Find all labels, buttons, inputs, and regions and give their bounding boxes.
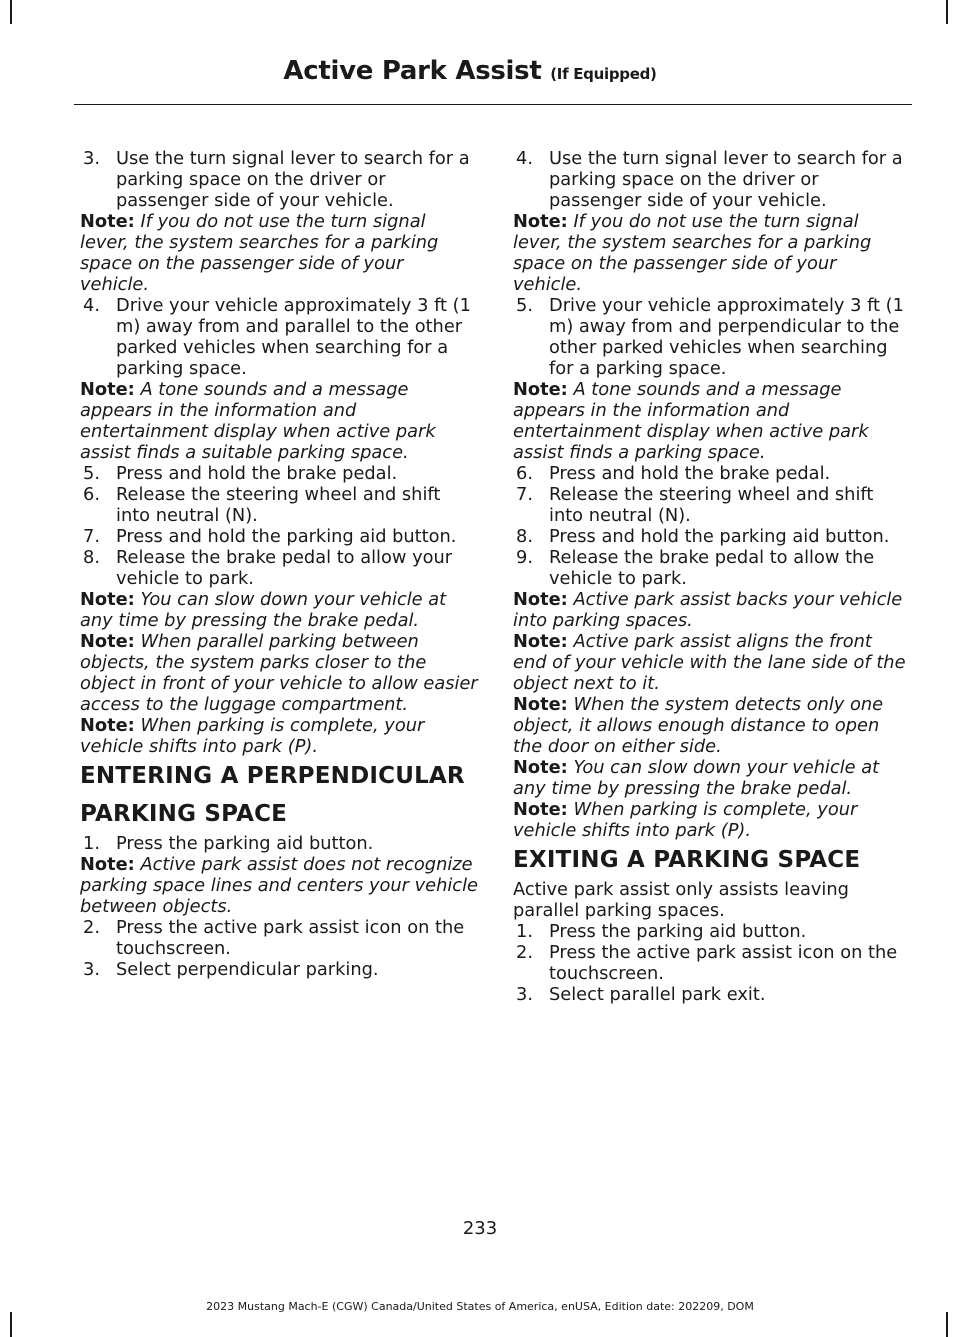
note [80,379,478,463]
step-text: Press the active park assist icon on the touchscreen. [116,917,465,959]
note-label: Note: [513,757,568,778]
note-text: You can slow down your vehicle at any time by pressing the brake pedal. [80,589,447,631]
step-text: Use the turn signal lever to search for a parking space on the driver or passenger side of your vehicle. [116,148,470,211]
crop-mark [10,1312,12,1337]
note-text: When parking is complete, your vehicle shifts into park (P). [513,799,858,841]
footer-text: 2023 Mustang Mach-E (CGW) Canada/United States of America, enUSA, Edition date: 202209, DOM [206,1300,754,1313]
step-text: Select perpendicular parking. [116,959,379,980]
page-number: 233 [462,1218,498,1239]
step-text: Release the brake pedal to allow the vehicle to park. [549,547,875,589]
note-text: Active park assist does not recognize parking space lines and centers your vehicle between objects. [80,854,478,917]
note-label: Note: [80,589,135,610]
header-divider [74,104,912,105]
note [513,211,911,295]
step-text: Press and hold the parking aid button. [116,526,457,547]
list-item [80,959,478,980]
list-item [513,547,911,589]
step-text: Drive your vehicle approximately 3 ft (1 m) away from and parallel to the other parked vehicles when searching for a parking space. [116,295,471,379]
note-text: You can slow down your vehicle at any time by pressing the brake pedal. [513,757,880,799]
list-item [80,295,478,379]
note-text: A tone sounds and a message appears in the information and entertainment display when active park assist finds a suitable parking space. [80,379,436,463]
note-label: Note: [513,694,568,715]
right-column [513,148,911,1005]
step-number: 3. [516,984,533,1005]
step-number: 8. [516,526,533,547]
list-item [513,484,911,526]
note-label: Note: [80,715,135,736]
left-column [80,148,478,980]
list-item [80,148,478,211]
list-item [513,463,911,484]
note-label: Note: [513,379,568,400]
list-item [80,484,478,526]
step-number: 2. [516,942,533,963]
step-text: Release the steering wheel and shift into neutral (N). [116,484,441,526]
list-item [80,833,478,854]
list-item [513,295,911,379]
note [513,379,911,463]
note [513,694,911,757]
section-heading: ENTERING A PERPENDICULAR PARKING SPACE [80,763,465,827]
list-item [513,984,911,1005]
step-text: Release the brake pedal to allow your vehicle to park. [116,547,453,589]
step-text: Release the steering wheel and shift into neutral (N). [549,484,874,526]
note-label: Note: [513,799,568,820]
step-number: 3. [83,959,100,980]
step-text: Press the parking aid button. [116,833,374,854]
step-number: 1. [83,833,100,854]
step-number: 5. [516,295,533,316]
step-number: 4. [83,295,100,316]
note-label: Note: [513,631,568,652]
step-text: Select parallel park exit. [549,984,766,1005]
note-label: Note: [80,211,135,232]
note [80,589,478,631]
note [513,757,911,799]
step-number: 9. [516,547,533,568]
step-text: Press and hold the parking aid button. [549,526,890,547]
step-text: Use the turn signal lever to search for a parking space on the driver or passenger side of your vehicle. [549,148,903,211]
note-label: Note: [80,854,135,875]
note-label: Note: [80,631,135,652]
section-heading: EXITING A PARKING SPACE [513,847,861,873]
step-text: Drive your vehicle approximately 3 ft (1 m) away from and perpendicular to the other parked vehicles when searching for a parking space. [549,295,904,379]
list-item [513,526,911,547]
note [513,589,911,631]
note [80,715,478,757]
list-item [513,942,911,984]
step-number: 5. [83,463,100,484]
crop-mark [10,0,12,24]
step-number: 1. [516,921,533,942]
step-number: 7. [516,484,533,505]
step-number: 4. [516,148,533,169]
note-label: Note: [80,379,135,400]
note-text: When the system detects only one object, it allows enough distance to open the door on either side. [513,694,884,757]
note [80,211,478,295]
header-suffix: (If Equipped) [550,65,657,83]
list-item [80,463,478,484]
step-text: Press the parking aid button. [549,921,807,942]
note-text: Active park assist aligns the front end of your vehicle with the lane side of the object next to it. [513,631,906,694]
note-text: Active park assist backs your vehicle into parking spaces. [513,589,903,631]
note-label: Note: [513,211,568,232]
note [80,854,478,917]
note-text: A tone sounds and a message appears in the information and entertainment display when active park assist finds a parking space. [513,379,869,463]
header-title: Active Park Assist [283,56,542,86]
note [513,799,911,841]
crop-mark [946,0,948,24]
list-item [80,526,478,547]
step-number: 7. [83,526,100,547]
paragraph: Active park assist only assists leaving parallel parking spaces. [513,879,849,921]
note-text: When parking is complete, your vehicle shifts into park (P). [80,715,425,757]
step-text: Press and hold the brake pedal. [116,463,398,484]
step-text: Press the active park assist icon on the touchscreen. [549,942,898,984]
note-label: Note: [513,589,568,610]
list-item [513,921,911,942]
list-item [80,917,478,959]
step-number: 2. [83,917,100,938]
step-number: 3. [83,148,100,169]
note-text: If you do not use the turn signal lever, the system searches for a parking space on the passenger side of your vehicle. [513,211,872,295]
step-number: 8. [83,547,100,568]
step-text: Press and hold the brake pedal. [549,463,831,484]
note [80,631,478,715]
list-item [80,547,478,589]
step-number: 6. [83,484,100,505]
note [513,631,911,694]
crop-mark [946,1312,948,1337]
page-header [0,56,940,86]
note-text: When parallel parking between objects, the system parks closer to the object in front of your vehicle to allow easier access to the luggage compartment. [80,631,478,715]
note-text: If you do not use the turn signal lever, the system searches for a parking space on the passenger side of your vehicle. [80,211,439,295]
step-number: 6. [516,463,533,484]
list-item [513,148,911,211]
